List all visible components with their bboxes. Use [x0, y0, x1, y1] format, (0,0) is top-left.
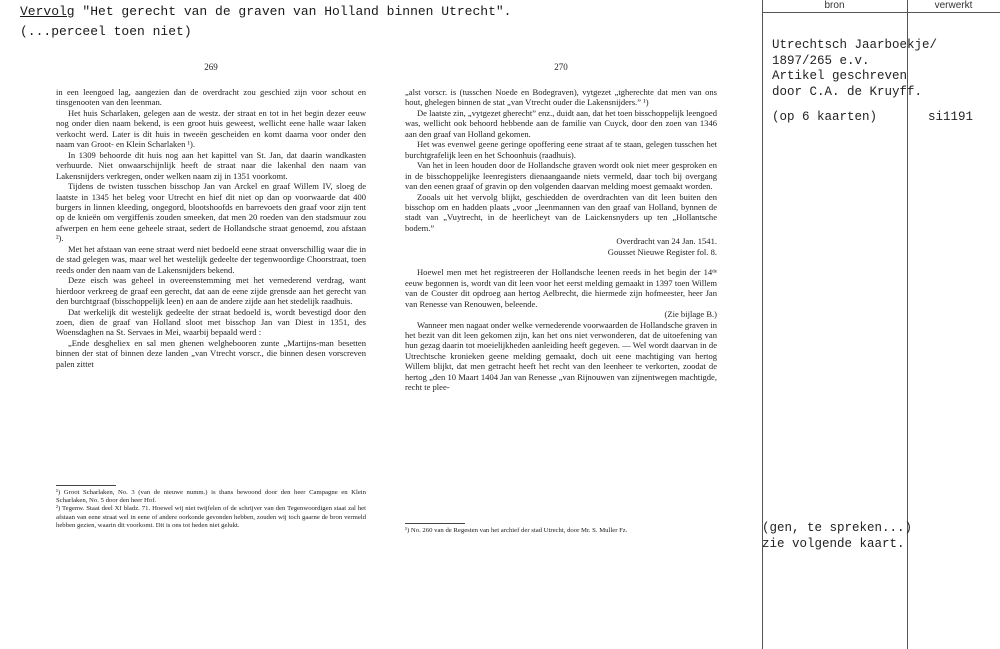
left-paragraph: „Ende desgheliex en sal men ghenen welghebooren zunte „Martijns-man besetten binnen der stat of binnen deze landen „van Vtrecht vorscr., die binnen desen vorscreven palen zittet: [56, 337, 366, 369]
right-citation-date: Overdracht van 24 Jan. 1541.: [616, 236, 717, 247]
verwerkt-code: si1191: [928, 110, 974, 124]
left-footnote-rule: [56, 485, 116, 486]
right-paragraph: „alst vorscr. is (tusschen Noede en Bodegraven), vytgezet „tgherechte dat men van ons hout, ghelegen binnen de stat „van Vtrecht ouder die Lakensnijders.” ¹): [405, 87, 717, 108]
heading-vervolg: Vervolg: [20, 4, 75, 19]
card-count-note: (op 6 kaarten): [772, 110, 878, 124]
card-heading: [20, 3, 511, 40]
right-paragraph: Zooals uit het vervolg blijkt, geschiedden de overdrachten van dit leen buiten den bisschop om en hadden plaats „voor „leenmannen van den graaf van Holland, bynnen de stadt van „Vuytrecht, in de heerlicheyt van de Laickensnyders up ten „Hollantsche bodem.”: [405, 191, 717, 233]
left-paragraph: Het huis Scharlaken, gelegen aan de westz. der straat en tot in het begin dezer eeuw nog onder dien naam bekend, is een groot huis geweest, wellicht eene halle waar laken verkocht werd. Later is dit huis in tweeën gescheiden en komt daarna voor onder den naam van Groot- en Klein Scharlaken ¹).: [56, 107, 366, 150]
right-paragraph: Het was evenwel geene geringe opoffering eene straat af te staan, gelegen tusschen het burchtgrafelijk leen en het Schoonhuis (raadhuis).: [405, 139, 717, 160]
left-footnote: ²) Tegenw. Staat deel XI bladz. 71. Hoewel wij niet twijfelen of de schrijver van den Tegenwoordigen staat zal het afstaan van eene straat wel in eene of andere oorkonde gevonden hebben, zouden wij toch gaarne de bron vermeld hebben gezien, waarin dit voorkomt. Dit is ons tot heden niet gelukt.: [56, 505, 366, 529]
left-paragraph: in een leengoed lag, aangezien dan de overdracht zou geschied zijn voor schout en tinsgenooten van den leenman.: [56, 87, 366, 108]
heading-title: "Het gerecht van de graven van Holland binnen Utrecht".: [74, 4, 512, 19]
right-citation-register: Gousset Nieuwe Register fol. 8.: [607, 246, 717, 257]
card-header-rule: [762, 12, 1000, 13]
right-bijlage-ref: (Zie bijlage B.): [664, 309, 717, 320]
right-footnotes: [405, 527, 717, 535]
right-paragraph: Van het in leen houden door de Hollandsche graven wordt ook niet meer gesproken en in de bisschoppelijke leenregisters dienaangaande niets vermeld, daar toch bij overgang van den eenen graaf of gravin op den volgenden daarvan melding moest gemaakt worden.: [405, 160, 717, 192]
left-paragraph: Dat werkelijk dit westelijk gedeelte der straat bedoeld is, wordt bevestigd door den zoen, dien de graaf van Holland sloot met bisschop Jan van Diest in 1351, des Woensdaghen na St. Servaes in Mei, waarbij bepaald werd :: [56, 306, 366, 338]
right-page-number: 270: [554, 62, 568, 72]
left-paragraph: Met het afstaan van eene straat werd niet bedoeld eene straat onverschillig waar die in de stad gelegen was, maar wel het westelijk gedeelte der tegenwoordige Choorstraat, toen reeds onder den naam van de Lakensnijders bekend.: [56, 243, 366, 275]
right-paragraph: Hoewel men met het registreeren der Hollandsche leenen reeds in het begin der 14ᵈᵉ eeuw begonnen is, wordt van dit leen voor het eerst melding gemaakt in 1397 toen Willem van de Couster dit opdroeg aan hertog Aelbrecht, die hiermede zijn hofmeester, heer Jan van Renesse van Renouwen, beleende.: [405, 267, 717, 309]
right-footnote: ¹) No. 260 van de Regesten van het archief der stad Utrecht, door Mr. S. Muller Fz.: [405, 527, 628, 534]
left-footnote: ¹) Groot Scharlaken, No. 3 (van de nieuwe numm.) is thans bewoond door den heer Campagne en Klein Scharlaken, No. 5 door den heer Hof.: [56, 489, 366, 505]
left-paragraph: Deze eisch was geheel in overeenstemming met het vernederend verdrag, want hierdoor verkreeg de graaf een gerecht, dat aan de eene zijde grensde aan het gerecht van den burchtgraaf (bisschoppelijk leen) en aan de andere zijde aan het stedelijk raadhuis.: [56, 275, 366, 307]
right-paragraph: Wanneer men nagaat onder welke vernederende voorwaarden de Hollandsche graven in het bezit van dit leen gekomen zijn, kan het ons niet verwonderen, dat de uitoefening van hun gezag daarin tot moeielijkheden aanleiding heeft gegeven. — Wel wordt daarvan in de Utrechtsche kronieken geene melding gemaakt, doch uit eene machtiging van hertog Willem blijkt, dat men getracht heeft het recht van den leenheer te verkorten, zoodat de hertog „den 10 Maart 1404 Jan van Renesse „van Rijnouwen van zijnentwegen machtigde, recht te plee-: [405, 319, 717, 393]
left-page-number: 269: [204, 62, 218, 72]
right-page-column: [405, 62, 717, 393]
left-paragraph: Tijdens de twisten tusschen bisschop Jan van Arckel en graaf Willem IV, sloeg de laatste in 1345 het beleg voor Utrecht en hief dit niet op dan op voorwaarde dat 400 burgers in linnen kleeding, ongegord, blootshoofds en barrevoets den graaf voor zijn tent op de knieën om vergiffenis zouden smeeken, dat men 20 roeden van den stadsmuur zou afwerpen en hem eene geheele straat, sedert de Hollandsche straat genoemd, zou afstaan ²).: [56, 181, 366, 244]
right-paragraph: De laatste zin, „vytgezet gherecht” enz., duidt aan, dat het toen bisschoppelijk leengoed was, wellicht ook behoord hebbende aan de familie van Cuyck, door den zoen van 1346 aan den graaf van Holland gekomen.: [405, 107, 717, 139]
heading-subtitle: (...perceel toen niet): [20, 24, 192, 39]
bron-text: Utrechtsch Jaarboekje/ 1897/265 e.v. Artikel geschreven door C.A. de Kruyff.: [772, 38, 938, 99]
verwerkt-header: verwerkt: [934, 0, 973, 11]
left-paragraph: In 1309 behoorde dit huis nog aan het kapittel van St. Jan, dat daarin wandkasten verhuurde. Niet onwaarschijnlijk heeft de straat naar die lakenhal den naam van Lakensnijders verkregen, onder welken naam zij in 1351 voorkomt.: [56, 149, 366, 181]
right-footnote-rule: [405, 523, 465, 524]
bron-header: bron: [824, 0, 845, 11]
left-footnotes: [56, 489, 366, 530]
continuation-note: (gen, te spreken...) zie volgende kaart.: [762, 521, 913, 551]
left-page-column: [56, 62, 366, 369]
